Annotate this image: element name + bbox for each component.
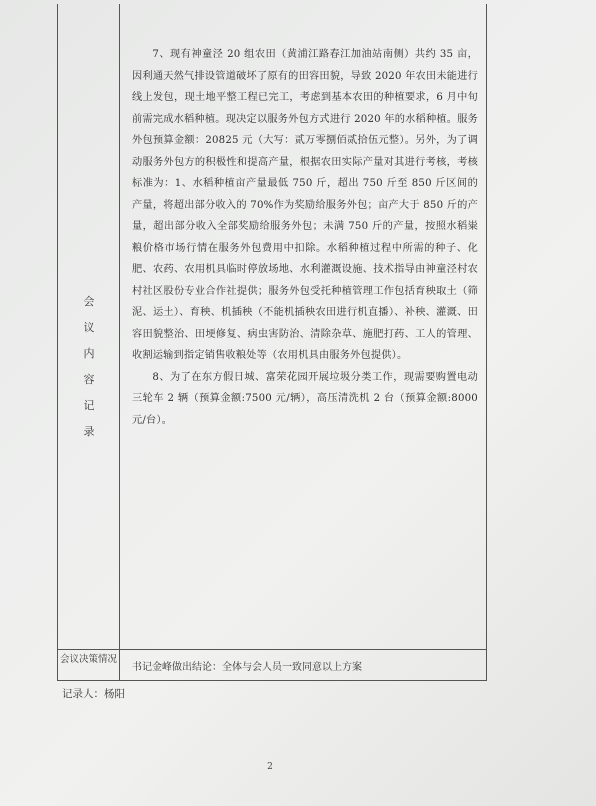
agenda-item-8: 8、为了在东方假日城、富荣花园开展垃圾分类工作，现需要购置电动三轮车 2 辆（预算金额:7500 元/辆），高压清洗机 2 台（预算金额:8000 元/台）。 <box>132 371 478 426</box>
page-number: 2 <box>267 762 273 772</box>
recorder-line: 记录人：杨阳 <box>62 688 125 700</box>
decision-label: 会议决策情况 <box>58 650 120 681</box>
agenda-item-7: 7、现有神童泾 20 组农田（黄浦江路春江加油站南侧）共约 35 亩，因利通天然气排设管道破坏了原有的田容田貌，导致 2020 年农田未能进行线上发包，现土地平整工程已完工，考虑到基本农田的种植要求，6 月中旬前需完成水稻种植。现决定以服务外包方式进行 2020 年的水稻种植。服务外包预算金额：20825 元（大写：贰万零捌佰贰拾伍元整）。另外，为了调动服务外包方的积极性和提高产量，根据农田实际产量对其进行考核，考核标准为：1、水稻种植亩产量最低 750 斤，超出 750 斤至 850 斤区间的产量，将超出部分收入的 70%作为奖励给服务外包；亩产大于 850 斤的产量，超出部分收入全部奖励给服务外包；未满 750 斤的产量，按照水稻粜粮价格市场行情在服务外包费用中扣除。水稻种植过程中所需的种子、化肥、农药、农用机具临时停放场地、水利灌溉设施、技术指导由神童泾村农村社区股份专业合作社提供；服务外包受托种植管理工作包括育秧取土（筛泥、运土）、育秧、机插秧（不能机插秧农田进行机直播）、补秧、灌溉、田容田貌整治、田埂修复、病虫害防治、清除杂草、施肥打药、工人的管理、收割运输到指定销售收粮处等（农用机具由服务外包提供）。 <box>132 49 478 361</box>
meeting-record-table <box>57 4 487 681</box>
section-label-char: 容 <box>83 373 95 386</box>
meeting-content-cell <box>120 4 486 649</box>
decision-text: 书记金峰做出结论：全体与会人员一致同意以上方案 <box>132 662 362 673</box>
decision-row <box>58 649 486 681</box>
section-label-char: 录 <box>83 425 95 438</box>
section-label-char: 记 <box>83 399 95 412</box>
section-label-char: 会 <box>83 295 95 308</box>
section-label-char: 内 <box>83 347 95 360</box>
section-label <box>58 289 120 445</box>
section-label-cell <box>58 4 120 649</box>
section-label-char: 议 <box>83 321 95 334</box>
